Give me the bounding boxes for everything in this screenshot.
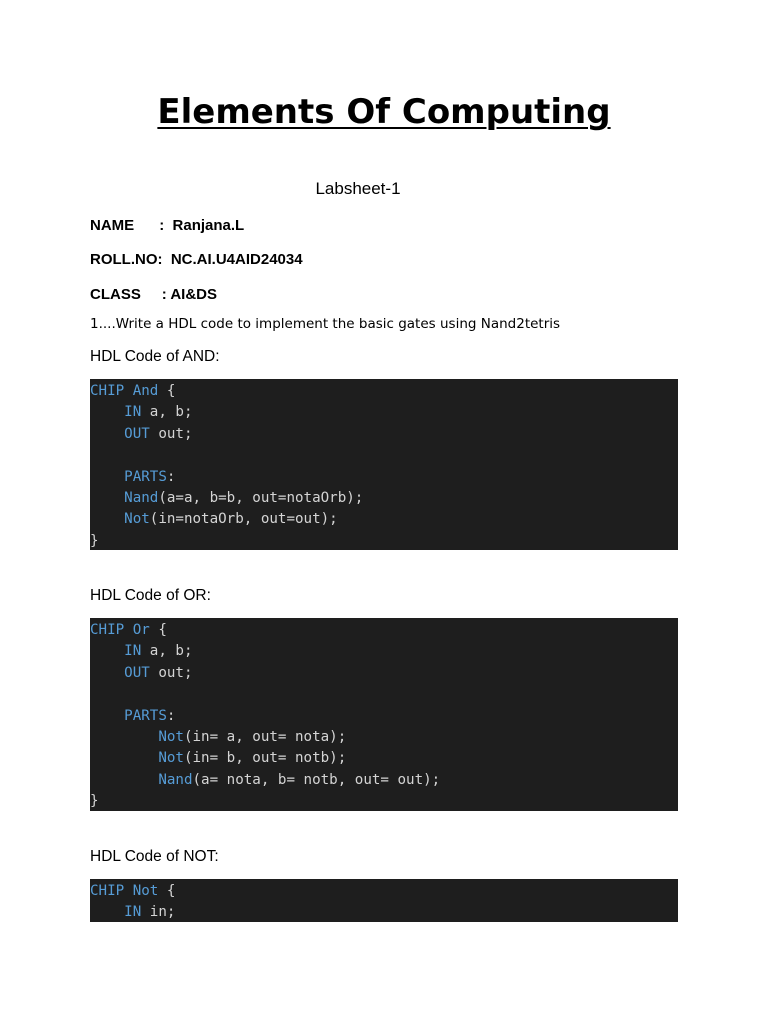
name-label: NAME (90, 217, 135, 234)
student-class-row (90, 286, 217, 303)
code-line: } (90, 793, 99, 810)
document-title: Elements Of Computing (157, 92, 611, 132)
code-line: PARTS: (124, 468, 176, 485)
code-line: Not(in= a, out= nota); (158, 729, 347, 746)
roll-value: NC.AI.U4AID24034 (170, 251, 303, 268)
or-code-block (90, 618, 678, 811)
not-code-block (90, 879, 678, 922)
document-subtitle: Labsheet-1 (315, 179, 401, 198)
question-text: 1....Write a HDL code to implement the basic gates using Nand2tetris (90, 316, 561, 332)
code-line: CHIP And { (90, 383, 176, 399)
and-heading: HDL Code of AND: (90, 348, 220, 365)
class-label: CLASS (90, 286, 141, 303)
class-value: AI&DS (170, 286, 217, 303)
name-value: Ranjana.L (172, 217, 245, 234)
not-heading: HDL Code of NOT: (90, 848, 219, 865)
code-line: IN in; (124, 904, 176, 921)
code-line: IN a, b; (124, 643, 193, 660)
or-heading: HDL Code of OR: (90, 587, 211, 604)
code-line: IN a, b; (124, 404, 193, 421)
code-line: OUT out; (124, 425, 193, 442)
code-line: Nand(a= nota, b= notb, out= out); (158, 771, 441, 788)
code-line: PARTS: (124, 707, 176, 724)
code-line (90, 684, 678, 705)
and-code-block (90, 379, 678, 550)
code-line: } (90, 532, 99, 549)
code-line (90, 445, 678, 466)
code-line: OUT out; (124, 664, 193, 681)
student-roll-row (90, 251, 303, 268)
roll-label: ROLL.NO: (90, 251, 163, 268)
code-line: Not(in=notaOrb, out=out); (124, 511, 338, 528)
code-line: Not(in= b, out= notb); (158, 750, 347, 767)
code-line: CHIP Not { (90, 883, 176, 899)
code-line: CHIP Or { (90, 622, 167, 638)
student-name-row (90, 217, 244, 234)
name-separator: : (159, 217, 165, 234)
class-separator: : (161, 286, 167, 303)
code-line: Nand(a=a, b=b, out=notaOrb); (124, 490, 364, 507)
